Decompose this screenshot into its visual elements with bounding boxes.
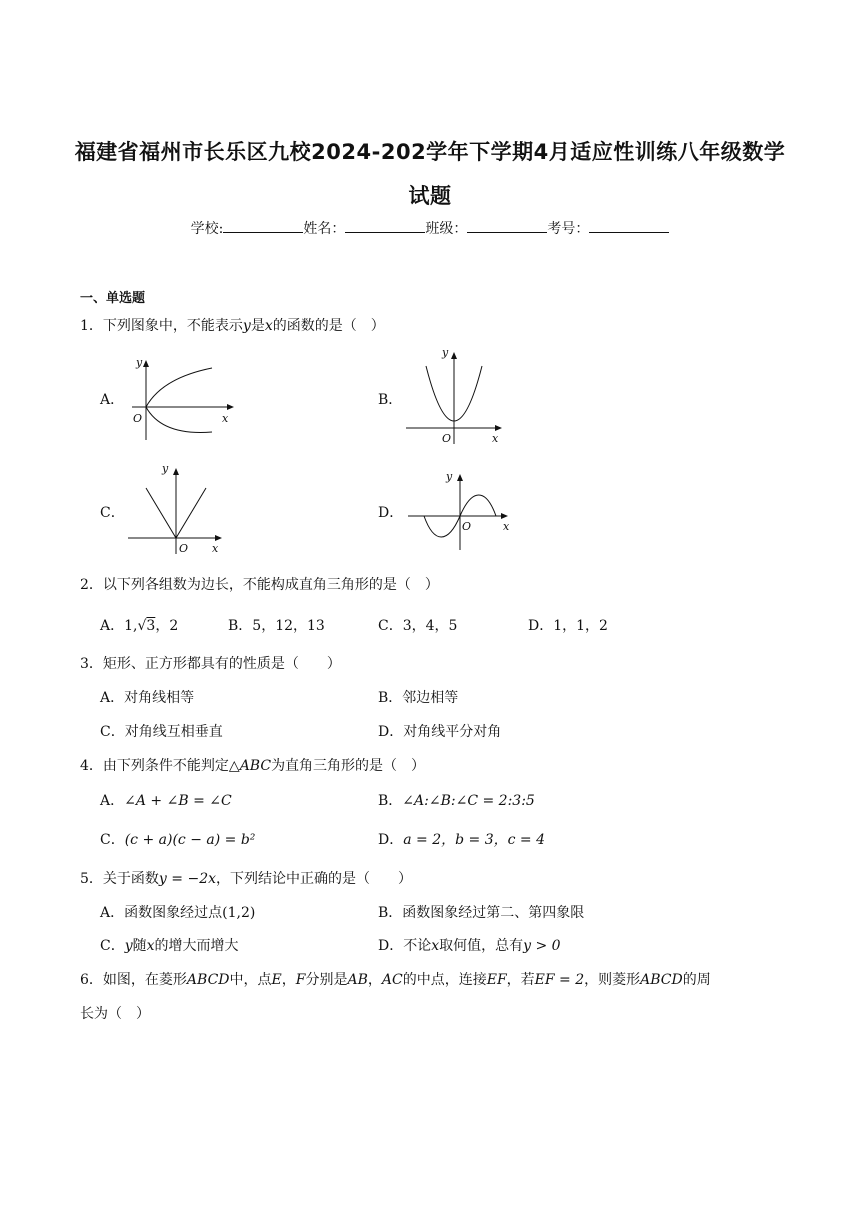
option-label: A． <box>100 618 125 634</box>
question-number: 5． <box>80 871 103 887</box>
option-value-post: ，2 <box>155 618 179 634</box>
option-text: D．不论 <box>378 938 432 954</box>
question-6 <box>80 969 711 989</box>
rhombus-abcd: ABCD <box>186 972 230 988</box>
axis-y-label: y <box>442 346 449 359</box>
var-y: y <box>242 318 251 334</box>
q1-option-c-label: C． <box>100 505 125 521</box>
class-label: 班级： <box>425 221 468 237</box>
q6-text-g: 的周 <box>682 972 711 988</box>
axis-y-label: y <box>162 462 169 475</box>
question-6-line2: 长为（ ） <box>80 1006 150 1022</box>
q1-text: 下列图象中，不能表示 <box>102 318 243 334</box>
q5-option-c <box>100 935 239 955</box>
option-text: 随 <box>132 938 147 954</box>
question-5 <box>80 868 412 888</box>
origin-label: O <box>442 432 452 445</box>
name-blank <box>345 220 425 233</box>
q5-text: 关于函数 <box>102 871 159 887</box>
axis-x-label: x <box>503 520 510 533</box>
ef-equation: EF = 2 <box>534 972 585 988</box>
q1-text-c: 的函数的是（ ） <box>272 318 385 334</box>
name-label: 姓名： <box>303 221 346 237</box>
graph-c <box>124 460 228 556</box>
sqrt-value: 3 <box>146 618 156 634</box>
q3-text: 矩形、正方形都具有的性质是（ ） <box>102 656 341 672</box>
option-label: B． <box>378 793 403 809</box>
axis-x-label: x <box>222 412 229 425</box>
section-title: 一、单选题 <box>80 291 146 306</box>
triangle-abc: △ABC <box>228 758 272 774</box>
segment-ab: AB <box>347 972 368 988</box>
option-expr: ∠A:∠B:∠C = 2:3:5 <box>402 793 535 809</box>
option-expr: (c + a)(c − a) = b² <box>124 832 256 848</box>
school-blank <box>223 220 303 233</box>
option-label: D． <box>378 832 404 848</box>
origin-label: O <box>462 520 472 533</box>
q2-option-c: C．3，4，5 <box>378 618 458 634</box>
question-4 <box>80 755 425 775</box>
var-x: x <box>146 938 155 954</box>
origin-label: O <box>179 542 189 555</box>
school-label: 学校: <box>190 221 224 237</box>
option-expr: a = 2，b = 3，c = 4 <box>403 832 545 848</box>
exam-no-label: 考号： <box>547 221 590 237</box>
q5-text-b: ，下列结论中正确的是（ ） <box>216 871 412 887</box>
q6-text-d: 的中点，连接 <box>402 972 487 988</box>
segment-ac: AC <box>381 972 403 988</box>
q4-option-b <box>378 790 535 810</box>
q2-option-d: D．1，1，2 <box>528 618 608 634</box>
option-text-post: 的增大而增大 <box>154 938 239 954</box>
class-blank <box>467 220 547 233</box>
axis-y-label: y <box>446 470 453 483</box>
question-1 <box>80 315 385 335</box>
q2-text: 以下列各组数为边长，不能构成直角三角形的是（ ） <box>102 577 439 593</box>
q1-option-b-label: B． <box>378 392 403 408</box>
axis-y-label: y <box>136 356 143 369</box>
q4-option-c <box>100 829 255 849</box>
axis-x-label: x <box>212 542 219 555</box>
option-value: 1, <box>124 618 138 634</box>
q5-option-b: B．函数图象经过第二、第四象限 <box>378 905 585 921</box>
q5-option-d <box>378 935 561 955</box>
graph-b <box>402 344 508 446</box>
page-title-line2: 试题 <box>408 184 452 208</box>
origin-label: O <box>133 412 143 425</box>
option-text: A．函数图象经过点 <box>100 905 223 921</box>
q6-text-b: 中，点 <box>229 972 272 988</box>
q4-option-a <box>100 790 232 810</box>
option-label: A． <box>100 793 125 809</box>
q6-text-e: ，若 <box>506 972 535 988</box>
var-x: x <box>264 318 273 334</box>
q1-option-a-label: A． <box>100 392 125 408</box>
q3-option-d: D．对角线平分对角 <box>378 724 502 740</box>
q2-option-b: B．5，12，13 <box>228 618 325 634</box>
point-f: F <box>295 972 306 988</box>
q2-option-a: A．1,√3，2 <box>100 618 179 634</box>
question-number: 2． <box>80 577 103 593</box>
question-3 <box>80 653 341 673</box>
question-2 <box>80 574 439 594</box>
option-text-mid: 取何值，总有 <box>439 938 524 954</box>
q1-text-b: 是 <box>250 318 265 334</box>
q6-text-c: 分别是 <box>305 972 348 988</box>
q6-text: 如图，在菱形 <box>102 972 187 988</box>
q3-option-a: A．对角线相等 <box>100 690 195 706</box>
q4-option-d <box>378 829 545 849</box>
question-number: 4． <box>80 758 103 774</box>
comma: ， <box>367 972 382 988</box>
q4-text: 由下列条件不能判定 <box>102 758 229 774</box>
exam-no-blank <box>589 220 669 233</box>
question-number: 1． <box>80 318 103 334</box>
option-expr: y > 0 <box>523 938 561 954</box>
point-e: E <box>271 972 282 988</box>
graph-a <box>118 352 240 444</box>
question-number: 3． <box>80 656 103 672</box>
var-y: y <box>124 938 133 954</box>
var-x: x <box>431 938 440 954</box>
graph-d <box>404 466 516 552</box>
option-label: C． <box>100 938 125 954</box>
option-label: C． <box>100 832 125 848</box>
point-value: (1,2) <box>222 905 256 921</box>
option-expr: ∠A + ∠B = ∠C <box>124 793 232 809</box>
q4-text-b: 为直角三角形的是（ ） <box>271 758 426 774</box>
q1-option-d-label: D． <box>378 505 404 521</box>
q3-option-b: B．邻边相等 <box>378 690 459 706</box>
axis-x-label: x <box>492 432 499 445</box>
segment-ef: EF <box>486 972 507 988</box>
q6-text-f: ，则菱形 <box>584 972 641 988</box>
q3-option-c: C．对角线互相垂直 <box>100 724 223 740</box>
function-expr: y = −2x <box>158 871 216 887</box>
student-info-line <box>0 218 860 238</box>
question-number: 6． <box>80 972 103 988</box>
page-title: 福建省福州市长乐区九校2024-202学年下学期4月适应性训练八年级数学 <box>74 140 786 164</box>
rhombus-abcd: ABCD <box>640 972 683 988</box>
comma: ， <box>281 972 296 988</box>
q5-option-a <box>100 902 255 922</box>
